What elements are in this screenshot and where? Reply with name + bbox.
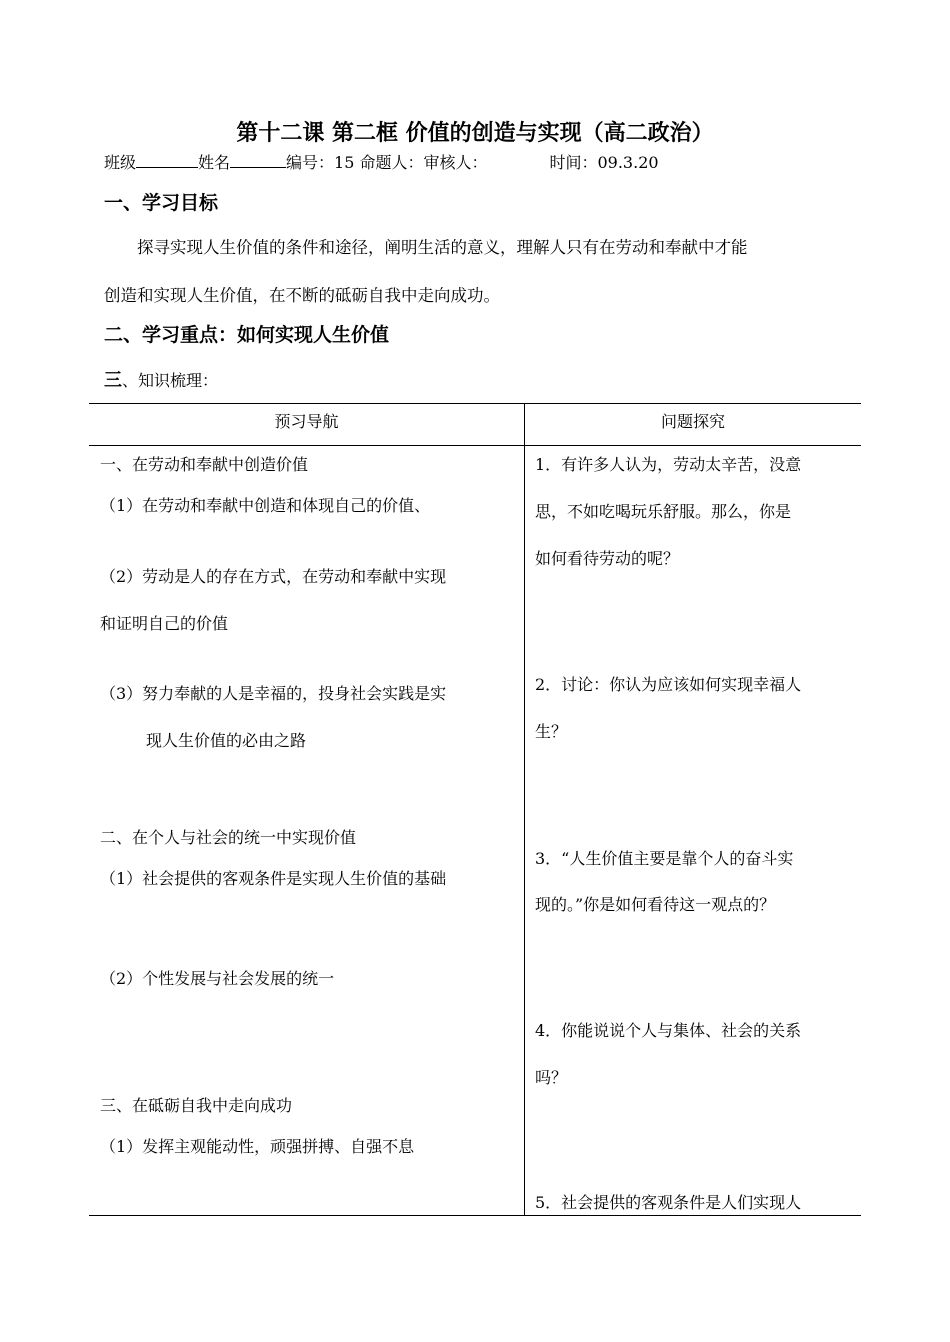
left-line: （1）社会提供的客观条件是实现人生价值的基础 [100, 869, 447, 888]
section2-heading: 二、学习重点：如何实现人生价值 [104, 324, 390, 346]
left-line: 三、在砥砺自我中走向成功 [100, 1096, 293, 1115]
left-line: 和证明自己的价值 [100, 614, 229, 633]
section3-heading [104, 366, 218, 392]
class-label: 班级 [104, 153, 137, 172]
left-line: 现人生价值的必由之路 [146, 731, 307, 750]
left-line: 二、在个人与社会的统一中实现价值 [100, 828, 357, 847]
right-line: 4．你能说说个人与集体、社会的关系 [535, 1021, 802, 1040]
name-label: 姓名 [198, 153, 231, 172]
section1-heading: 一、学习目标 [104, 192, 219, 214]
right-line: 5．社会提供的客观条件是人们实现人 [535, 1193, 802, 1212]
table-bottom-border [89, 1215, 861, 1216]
page-title: 第十二课 第二框 价值的创造与实现（高二政治） [236, 121, 714, 146]
name-blank [230, 151, 286, 168]
right-line: 现的。”你是如何看待这一观点的？ [535, 895, 776, 914]
objective-line1: 探寻实现人生价值的条件和途径，阐明生活的意义，理解人只有在劳动和奉献中才能 [137, 238, 748, 257]
left-line: （2）劳动是人的存在方式，在劳动和奉献中实现 [100, 567, 447, 586]
section3-rest: 、知识梳理： [122, 371, 219, 390]
table-top-border [89, 403, 861, 404]
right-line: 2．讨论：你认为应该如何实现幸福人 [535, 675, 802, 694]
left-line: （1）在劳动和奉献中创造和体现自己的价值、 [100, 496, 431, 515]
left-line: （3）努力奉献的人是幸福的，投身社会实践是实 [100, 684, 447, 703]
right-line: 思，不如吃喝玩乐舒服。那么，你是 [535, 502, 792, 521]
number-label: 编号：15 命题人：审核人： [286, 153, 488, 172]
right-line: 如何看待劳动的呢？ [535, 549, 680, 568]
table-header-left: 预习导航 [274, 412, 339, 431]
table-column-divider [524, 403, 525, 1216]
right-line: 吗？ [535, 1068, 568, 1087]
right-line: 3．“人生价值主要是靠个人的奋斗实 [535, 849, 794, 868]
right-line: 1．有许多人认为，劳动太辛苦，没意 [535, 455, 802, 474]
meta-line [104, 150, 659, 173]
objective-line2: 创造和实现人生价值，在不断的砥砺自我中走向成功。 [104, 286, 500, 305]
right-line: 生？ [535, 722, 568, 741]
time-label: 时间：09.3.20 [549, 153, 659, 172]
left-line: 一、在劳动和奉献中创造价值 [100, 455, 309, 474]
left-line: （1）发挥主观能动性，顽强拼搏、自强不息 [100, 1137, 415, 1156]
table-header-border [89, 445, 861, 446]
class-blank [136, 151, 198, 168]
table-header-right: 问题探究 [660, 412, 725, 431]
left-line: （2）个性发展与社会发展的统一 [100, 969, 335, 988]
section3-mark: 三 [104, 370, 122, 391]
